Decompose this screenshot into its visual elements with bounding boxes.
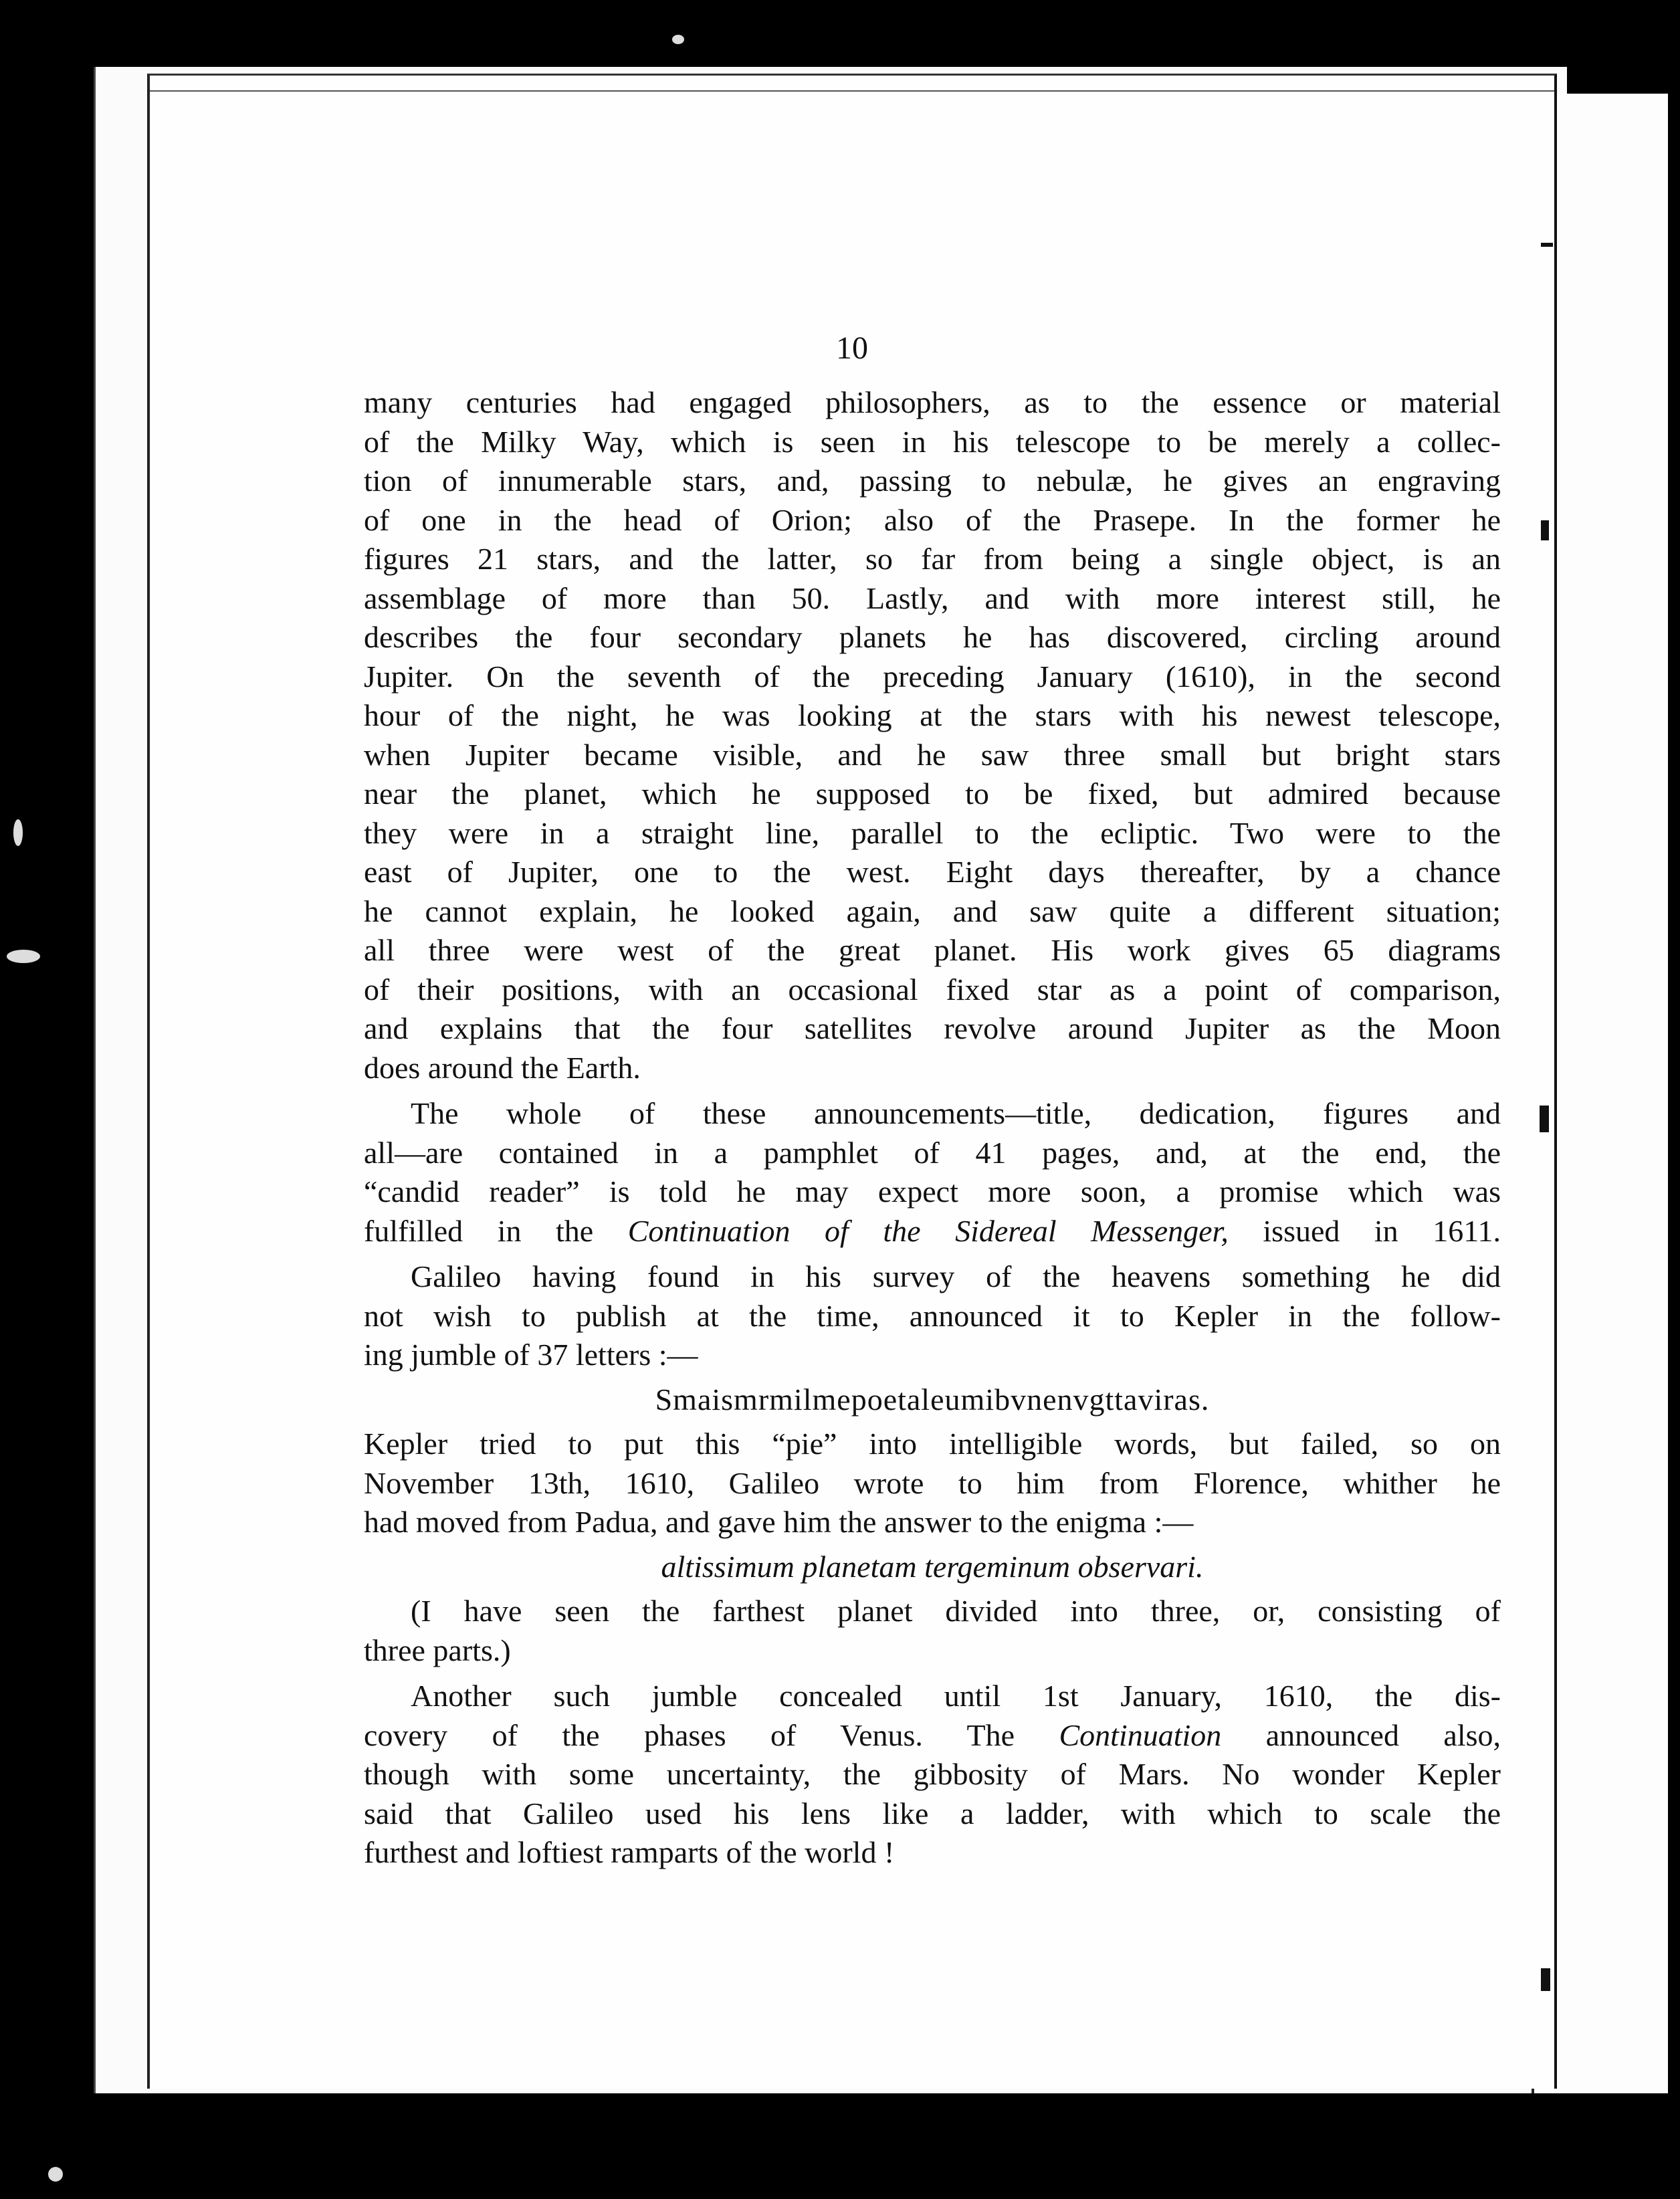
text-line: describes the four secondary planets he has discovered, circling around <box>364 620 1501 654</box>
text-line: not wish to publish at the time, announced it to Kepler in the follow- <box>364 1298 1501 1333</box>
text-line: figures 21 stars, and the latter, so far from being a single object, is an <box>364 542 1501 576</box>
text-line: “candid reader” is told he may expect more soon, a promise which was <box>364 1174 1501 1209</box>
text-line: when Jupiter became visible, and he saw three small but bright stars <box>364 737 1501 772</box>
text-line: though with some uncertainty, the gibbosity of Mars. No wonder Kepler <box>364 1757 1501 1791</box>
text-line: does around the Earth. <box>364 1050 641 1085</box>
text-line: he cannot explain, he looked again, and saw quite a different situation; <box>364 894 1501 928</box>
text-line <box>364 1716 1501 1756</box>
text-line: Kepler tried to put this “pie” into intelligible words, but failed, so on <box>364 1427 1501 1461</box>
text-line: all three were west of the great planet. His work gives 65 diagrams <box>364 933 1501 967</box>
text-line: furthest and loftiest ramparts of the world ! <box>364 1835 895 1869</box>
paragraph-gap <box>364 1087 1501 1094</box>
text-line: of their positions, with an occasional fixed star as a point of comparison, <box>364 972 1501 1007</box>
text-line: tion of innumerable stars, and, passing to nebulæ, he gives an engraving <box>364 463 1501 498</box>
body-text <box>364 383 1501 1873</box>
latin-answer: altissimum planetam tergeminum observari. <box>661 1549 1204 1584</box>
text-line: many centuries had engaged philosophers, as to the essence or material <box>364 385 1501 419</box>
binding-mark <box>1540 1106 1549 1132</box>
text-line: Another such jumble concealed until 1st January, 1610, the dis- <box>411 1679 1501 1713</box>
text-line: near the planet, which he supposed to be fixed, but admired because <box>364 776 1501 811</box>
text-run: fulfilled in the <box>364 1213 628 1248</box>
binding-mark <box>1541 243 1553 247</box>
binding-mark <box>1541 1968 1550 1991</box>
text-line: ing jumble of 37 letters :— <box>364 1338 698 1372</box>
text-line: east of Jupiter, one to the west. Eight days thereafter, by a chance <box>364 855 1501 889</box>
text-line: they were in a straight line, parallel to the ecliptic. Two were to the <box>364 815 1501 850</box>
text-line: Galileo having found in his survey of the heavens something he did <box>411 1259 1501 1293</box>
text-line: hour of the night, he was looking at the stars with his newest telescope, <box>364 698 1501 732</box>
text-line: November 13th, 1610, Galileo wrote to him from Florence, whither he <box>364 1465 1501 1500</box>
book-page <box>147 74 1557 2089</box>
binding-mark <box>1541 520 1549 540</box>
text-line: said that Galileo used his lens like a ladder, with which to scale the <box>364 1796 1501 1830</box>
scan-speck <box>48 2167 63 2182</box>
text-line <box>364 1212 1501 1251</box>
scan-speck <box>13 819 23 846</box>
text-line: three parts.) <box>364 1633 511 1667</box>
text-line: assemblage of more than 50. Lastly, and with more interest still, he <box>364 581 1501 615</box>
anagram-cipher: Smaismrmilmepoetaleumibvnenvgttaviras. <box>655 1382 1210 1417</box>
text-line: of the Milky Way, which is seen in his telescope to be merely a collec- <box>364 424 1501 459</box>
text-line: (I have seen the farthest planet divided into three, or, consisting of <box>411 1594 1501 1628</box>
text-line: of one in the head of Orion; also of the Prasepe. In the former he <box>364 502 1501 537</box>
page-number: 10 <box>836 330 868 366</box>
italic-title: Continuation of the Sidereal Messenger, <box>627 1213 1229 1248</box>
paragraph-gap <box>364 1670 1501 1677</box>
text-run: announced also, <box>1221 1717 1501 1752</box>
text-run: issued in 1611. <box>1228 1213 1501 1248</box>
scan-speck <box>7 950 40 963</box>
text-line: all—are contained in a pamphlet of 41 pages, and, at the end, the <box>364 1135 1501 1170</box>
italic-title: Continuation <box>1059 1717 1222 1752</box>
scan-speck <box>672 35 684 44</box>
text-line: Jupiter. On the seventh of the preceding January (1610), in the second <box>364 659 1501 694</box>
text-line: and explains that the four satellites revolve around Jupiter as the Moon <box>364 1011 1501 1045</box>
text-line: had moved from Padua, and gave him the answer to the enigma :— <box>364 1505 1194 1539</box>
text-run: covery of the phases of Venus. The <box>364 1717 1059 1752</box>
text-line: The whole of these announcements—title, dedication, figures and <box>411 1096 1501 1130</box>
paragraph-gap <box>364 1251 1501 1257</box>
